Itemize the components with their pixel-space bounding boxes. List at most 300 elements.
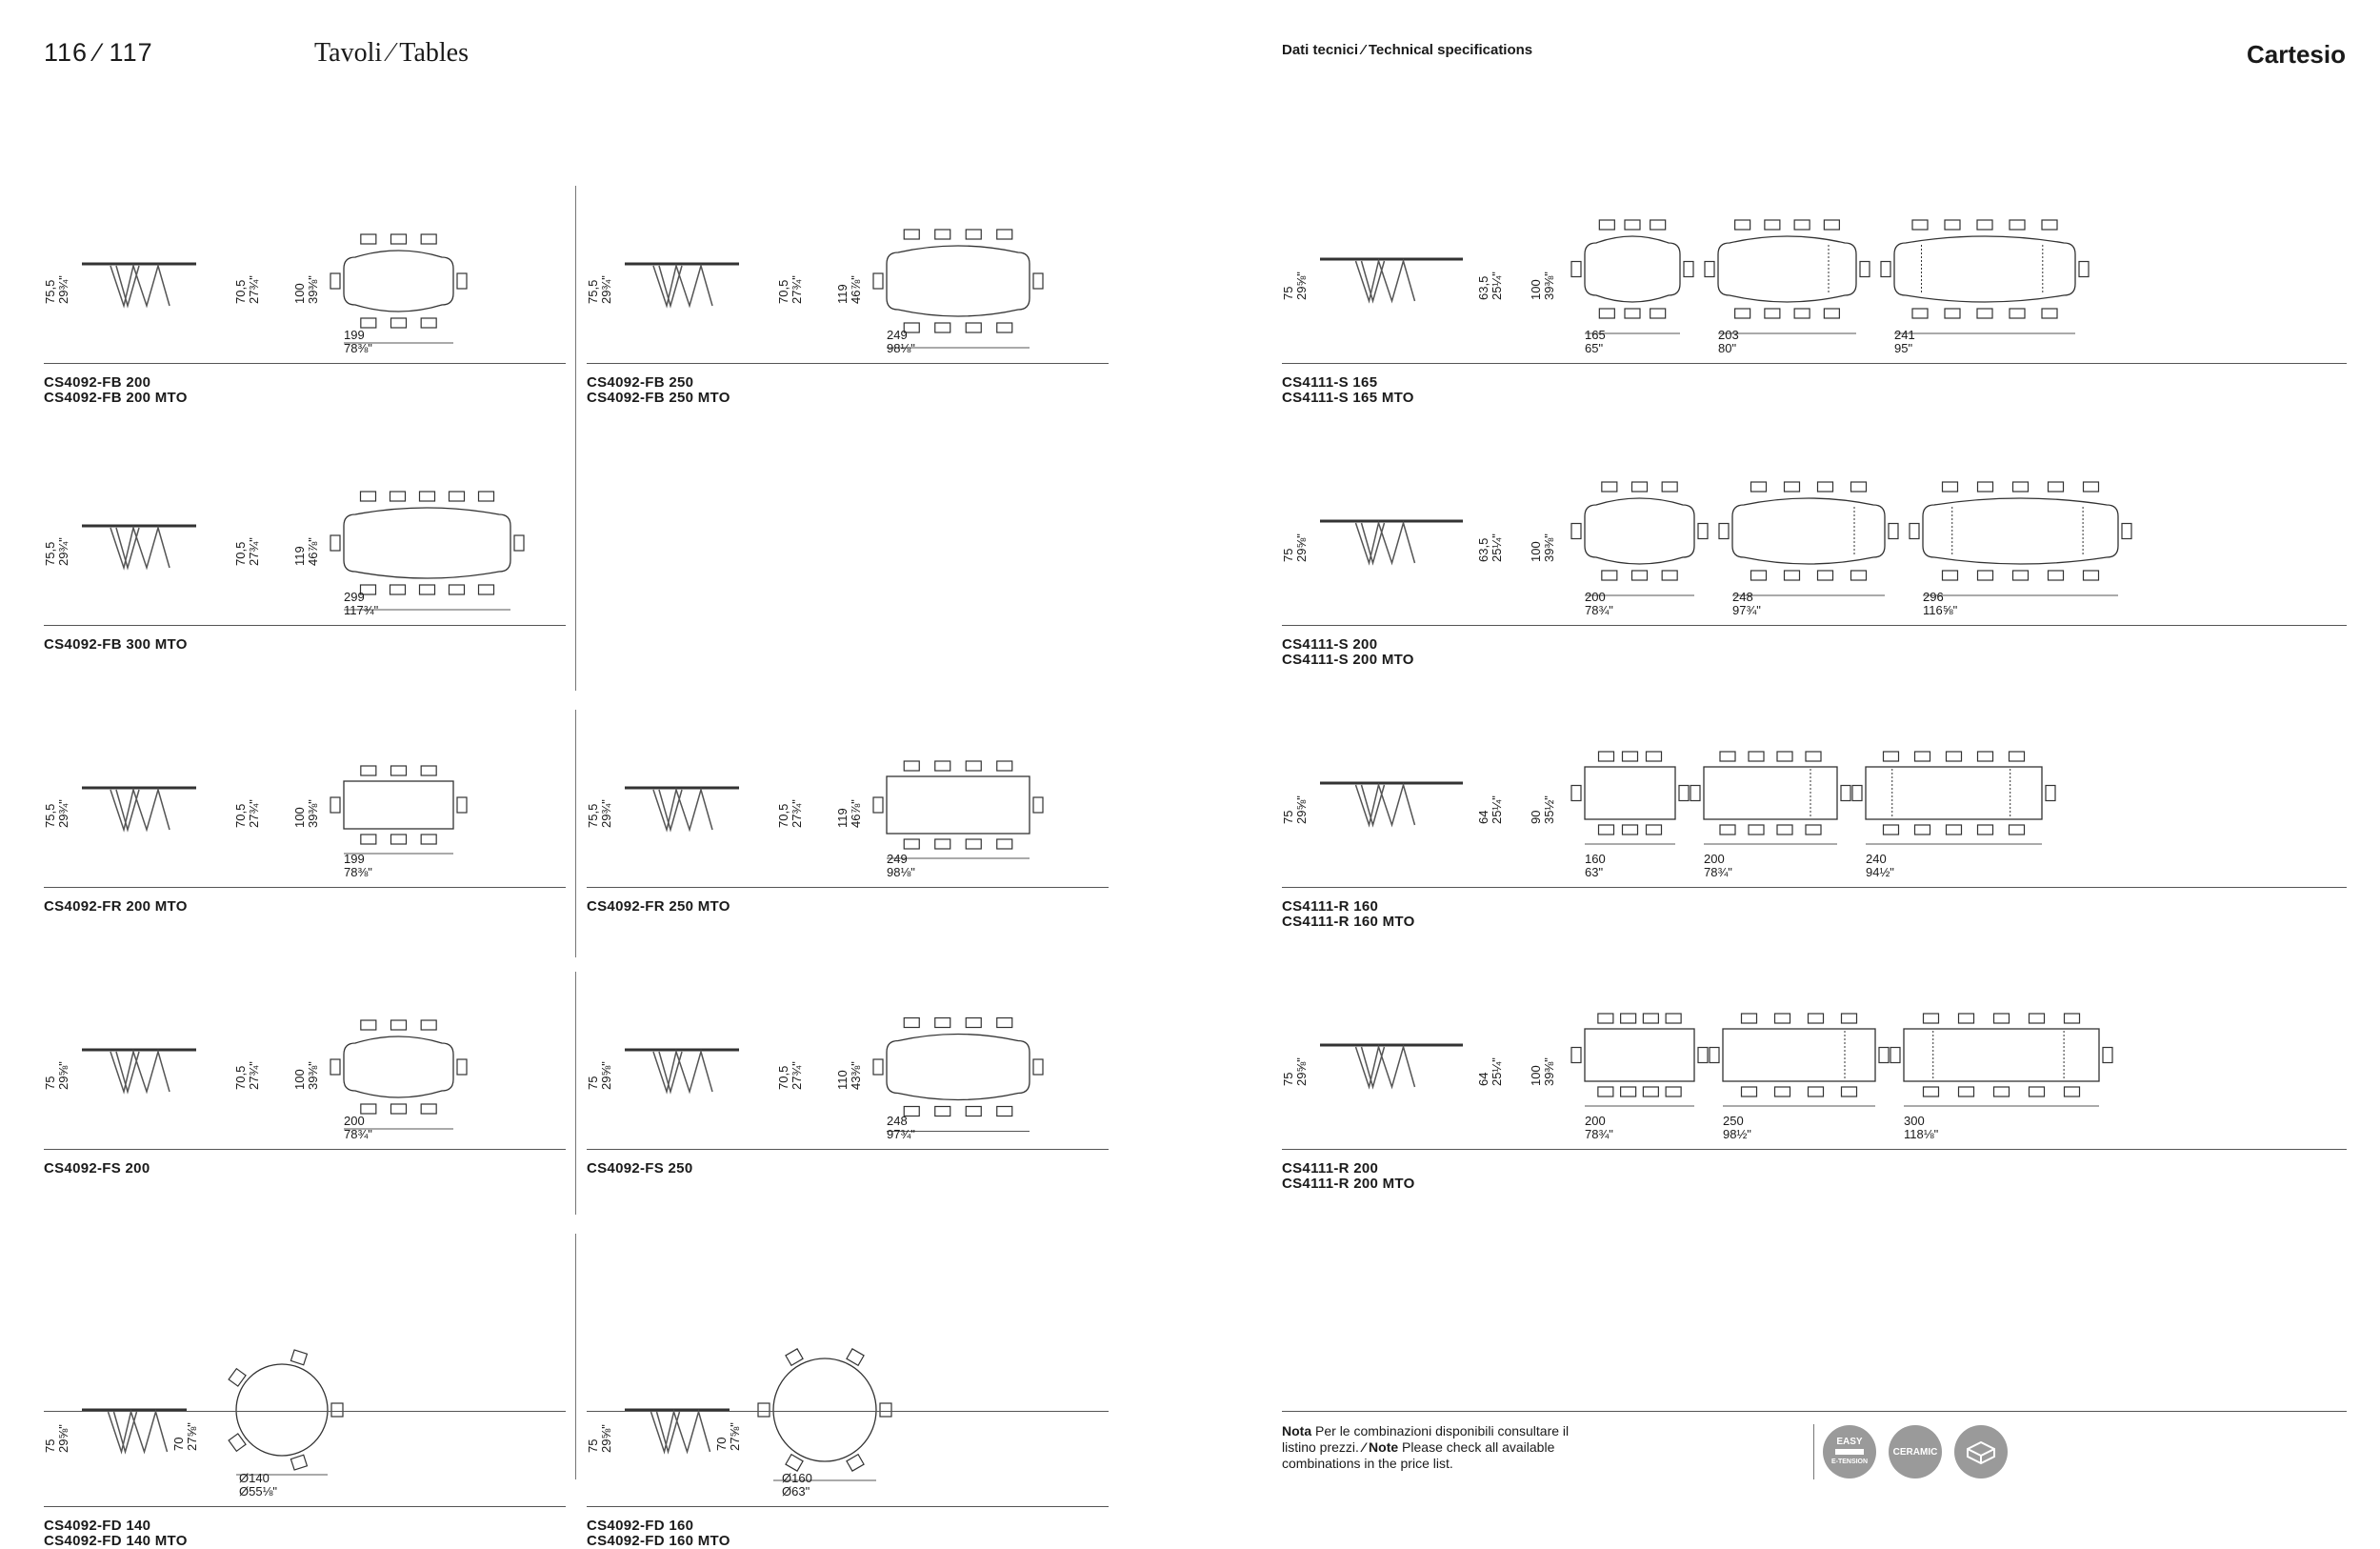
chair-icon xyxy=(1662,571,1677,580)
length-in: 95" xyxy=(1894,341,1913,355)
chair-icon xyxy=(479,585,494,594)
side-elevation xyxy=(625,1050,739,1092)
chair-icon xyxy=(1924,1087,1939,1096)
length-in: 78¾" xyxy=(1585,1127,1613,1141)
chair-icon xyxy=(421,835,436,844)
chair-icon xyxy=(421,234,436,244)
height-cm: 75,5 xyxy=(43,541,57,566)
row-rule xyxy=(587,1506,1109,1507)
length-cm: 203 xyxy=(1718,328,1739,342)
row-rule xyxy=(1282,625,2347,626)
chair-icon xyxy=(1994,1087,2010,1096)
top-height-in: 27¾" xyxy=(790,1061,804,1090)
chair-icon xyxy=(1912,220,1928,230)
chair-icon xyxy=(2030,1014,2045,1023)
chair-icon xyxy=(1978,571,1993,580)
chair-icon xyxy=(479,492,494,501)
side-elevation xyxy=(1320,783,1463,825)
product-code: CS4092-FB 200 xyxy=(44,374,151,391)
length-cm: 200 xyxy=(344,1114,365,1128)
length-in: 65" xyxy=(1585,341,1604,355)
length-cm: 200 xyxy=(1585,1114,1606,1128)
chair-icon xyxy=(361,1020,376,1030)
length-cm: 165 xyxy=(1585,328,1606,342)
side-elevation xyxy=(82,788,196,830)
height-in: 29¾" xyxy=(599,799,613,828)
top-height-in: 27¾" xyxy=(247,799,261,828)
chair-icon xyxy=(1775,1087,1790,1096)
chair-icon xyxy=(2013,482,2029,492)
chair-icon xyxy=(1765,220,1780,230)
length-cm: 249 xyxy=(887,852,908,866)
top-height-in: 27⅝" xyxy=(185,1422,199,1451)
chair-icon xyxy=(1945,309,1960,318)
length-in: 94½" xyxy=(1866,865,1894,879)
chair-icon xyxy=(361,318,376,328)
chair-icon xyxy=(1650,309,1666,318)
length-cm: 199 xyxy=(344,852,365,866)
chair-icon xyxy=(2065,1087,2080,1096)
table-plan xyxy=(1571,1014,1708,1106)
diameter-cm: Ø160 xyxy=(782,1471,812,1485)
chair-icon xyxy=(1978,825,1993,835)
chair-icon xyxy=(1775,1014,1790,1023)
row-rule xyxy=(1282,887,2347,888)
top-height-cm: 63,5 xyxy=(1476,537,1490,562)
table-plan xyxy=(330,766,467,854)
chair-icon xyxy=(1643,1014,1658,1023)
height-cm: 75 xyxy=(586,1076,600,1090)
depth-cm: 100 xyxy=(292,807,307,828)
chair-icon xyxy=(1915,752,1930,761)
top-height-in: 27¾" xyxy=(247,1061,261,1090)
depth-in: 46⅞" xyxy=(849,275,863,304)
depth-in: 39⅜" xyxy=(306,799,320,828)
top-height-cm: 70,5 xyxy=(233,1065,248,1090)
length-cm: 248 xyxy=(1732,590,1753,604)
chair-icon xyxy=(1818,482,1833,492)
bottom-rule xyxy=(587,1411,1109,1412)
length-in: 78⅜" xyxy=(344,865,372,879)
chair-icon xyxy=(997,761,1012,771)
length-in: 78⅜" xyxy=(344,341,372,355)
chair-icon xyxy=(1842,1014,1857,1023)
page-numbers: 116 ⁄ 117 xyxy=(44,38,153,67)
height-in: 29⅝" xyxy=(1294,1057,1309,1086)
length-in: 78¾" xyxy=(344,1127,372,1141)
chair-icon xyxy=(1720,825,1735,835)
chair-icon xyxy=(1666,1014,1681,1023)
height-cm: 75 xyxy=(586,1438,600,1453)
chair-icon xyxy=(1599,309,1614,318)
chair-icon xyxy=(1602,482,1617,492)
chair-icon xyxy=(904,230,919,239)
chair-icon xyxy=(1777,752,1792,761)
row-rule xyxy=(587,887,1109,888)
product-code: CS4092-FD 160 xyxy=(587,1518,694,1534)
chair-icon xyxy=(1959,1014,1974,1023)
chair-icon xyxy=(997,1107,1012,1116)
extension-table-cell xyxy=(1282,972,2349,1219)
specs-title: Dati tecnici ⁄ Technical specifications xyxy=(1282,42,1533,58)
chair-icon xyxy=(1598,1014,1613,1023)
depth-in: 39⅜" xyxy=(306,1061,320,1090)
table-plan xyxy=(1710,1014,1889,1106)
chair-icon xyxy=(997,323,1012,332)
chair-icon xyxy=(2010,309,2025,318)
chair-icon xyxy=(2084,571,2099,580)
easy-tension-badge: EASY E-TENSION xyxy=(1823,1425,1876,1479)
depth-in: 46⅞" xyxy=(849,799,863,828)
table-plan xyxy=(330,1020,467,1129)
chair-icon xyxy=(935,1018,950,1028)
chair-icon xyxy=(904,761,919,771)
top-height-in: 25¼" xyxy=(1490,533,1504,562)
chair-icon xyxy=(966,1018,981,1028)
extension-table-cell xyxy=(1282,448,2349,695)
chair-icon xyxy=(450,585,465,594)
depth-cm: 119 xyxy=(835,808,850,828)
depth-cm: 100 xyxy=(1529,1065,1543,1086)
length-in: 97¾" xyxy=(1732,603,1761,617)
chair-icon xyxy=(935,839,950,849)
top-height-cm: 70,5 xyxy=(233,279,248,304)
chair-icon xyxy=(1806,752,1821,761)
note-rule xyxy=(1282,1411,2347,1412)
depth-in: 46⅞" xyxy=(306,537,320,566)
chair-icon xyxy=(1621,1014,1636,1023)
height-cm: 75,5 xyxy=(586,279,600,304)
height-in: 29⅝" xyxy=(599,1424,613,1453)
table-cell xyxy=(44,448,568,695)
chair-icon xyxy=(1978,752,1993,761)
side-elevation xyxy=(82,264,196,306)
chair-icon xyxy=(450,492,465,501)
round-table-plan xyxy=(758,1349,891,1480)
chair-icon xyxy=(1751,482,1767,492)
chair-icon xyxy=(2042,309,2057,318)
side-elevation xyxy=(625,788,739,830)
table-cell xyxy=(44,972,568,1219)
chair-icon xyxy=(1943,482,1958,492)
chair-icon xyxy=(1777,825,1792,835)
table-cell xyxy=(587,972,1110,1219)
length-cm: 249 xyxy=(887,328,908,342)
chair-icon xyxy=(2049,571,2064,580)
product-code-mto: CS4092-FD 140 MTO xyxy=(44,1533,188,1549)
height-cm: 75 xyxy=(1281,286,1295,300)
product-code: CS4092-FS 250 xyxy=(587,1160,693,1177)
row-rule xyxy=(1282,363,2347,364)
side-elevation xyxy=(82,526,196,568)
product-code-mto: CS4092-FB 250 MTO xyxy=(587,390,730,406)
top-height-in: 25¼" xyxy=(1490,795,1504,824)
table-plan xyxy=(330,234,467,343)
depth-cm: 119 xyxy=(835,284,850,304)
height-cm: 75,5 xyxy=(586,803,600,828)
chair-icon xyxy=(1623,825,1638,835)
length-in: 97¾" xyxy=(887,1127,915,1141)
height-cm: 75,5 xyxy=(43,803,57,828)
chair-icon xyxy=(1632,482,1648,492)
chair-icon xyxy=(2049,482,2064,492)
chair-icon xyxy=(1666,1087,1681,1096)
table-cell xyxy=(44,710,568,957)
note-text-en: Please check all available combinations in the price list. xyxy=(1282,1439,1555,1471)
product-code-mto: CS4111-S 165 MTO xyxy=(1282,390,1414,406)
height-in: 29¾" xyxy=(56,537,70,566)
chair-icon xyxy=(2030,1087,2045,1096)
note-label-en: ⁄ Note xyxy=(1362,1439,1399,1455)
chair-icon xyxy=(966,323,981,332)
chair-icon xyxy=(1647,752,1662,761)
top-height-cm: 70 xyxy=(714,1437,729,1451)
chair-icon xyxy=(2013,571,2029,580)
chair-icon xyxy=(2010,220,2025,230)
product-code: CS4092-FR 250 MTO xyxy=(587,898,730,915)
top-height-in: 25¼" xyxy=(1490,272,1504,300)
chair-icon xyxy=(2010,825,2025,835)
diameter-in: Ø63" xyxy=(782,1484,810,1499)
product-code: CS4111-S 165 xyxy=(1282,374,1378,391)
chair-icon xyxy=(1809,1014,1824,1023)
length-cm: 300 xyxy=(1904,1114,1925,1128)
chair-icon xyxy=(420,492,435,501)
depth-cm: 100 xyxy=(292,283,307,304)
length-in: 98⅛" xyxy=(887,341,915,355)
row-rule xyxy=(1282,1149,2347,1150)
ceramic-badge: CERAMIC xyxy=(1889,1425,1942,1479)
height-in: 29⅝" xyxy=(1294,272,1309,300)
table-plan xyxy=(1690,752,1850,844)
chair-icon xyxy=(1851,571,1867,580)
chair-icon xyxy=(1735,309,1750,318)
depth-cm: 100 xyxy=(292,1069,307,1090)
depth-cm: 90 xyxy=(1529,810,1543,824)
chair-icon xyxy=(1794,309,1810,318)
chair-icon xyxy=(1625,220,1640,230)
product-code-mto: CS4092-FB 200 MTO xyxy=(44,390,188,406)
chair-icon xyxy=(421,318,436,328)
chair-icon xyxy=(1632,571,1648,580)
length-cm: 200 xyxy=(1704,852,1725,866)
chair-icon xyxy=(1749,825,1764,835)
depth-cm: 100 xyxy=(1529,279,1543,300)
table-plan xyxy=(873,761,1043,858)
chair-icon xyxy=(1647,825,1662,835)
chair-icon xyxy=(391,835,407,844)
height-in: 29⅝" xyxy=(56,1424,70,1453)
chair-icon xyxy=(361,766,376,775)
round-table-plan xyxy=(229,1350,343,1475)
chair-icon xyxy=(966,1107,981,1116)
chair-icon xyxy=(1947,825,1962,835)
chair-icon xyxy=(997,230,1012,239)
table-cell xyxy=(587,710,1110,957)
length-cm: 248 xyxy=(887,1114,908,1128)
chair-icon xyxy=(1598,1087,1613,1096)
depth-in: 43⅜" xyxy=(849,1061,863,1090)
chair-icon xyxy=(361,492,376,501)
brand-name: Cartesio xyxy=(2246,40,2346,69)
extension-table-cell xyxy=(1282,186,2349,433)
length-in: 78¾" xyxy=(1704,865,1732,879)
chair-icon xyxy=(1947,752,1962,761)
length-cm: 199 xyxy=(344,328,365,342)
chair-icon xyxy=(1924,1014,1939,1023)
chair-icon xyxy=(1785,482,1800,492)
top-height-cm: 64 xyxy=(1476,1072,1490,1086)
chair-icon xyxy=(935,323,950,332)
product-code-mto: CS4092-FD 160 MTO xyxy=(587,1533,730,1549)
depth-in: 39⅜" xyxy=(1542,533,1556,562)
top-height-cm: 70,5 xyxy=(233,803,248,828)
chair-icon xyxy=(1625,309,1640,318)
side-elevation xyxy=(1320,259,1463,301)
diameter-cm: Ø140 xyxy=(239,1471,270,1485)
chair-icon xyxy=(904,1018,919,1028)
chair-icon xyxy=(391,234,407,244)
chair-icon xyxy=(1943,571,1958,580)
side-elevation xyxy=(1320,521,1463,563)
table-cell xyxy=(586,1234,1110,1499)
chair-icon xyxy=(904,839,919,849)
table-plan xyxy=(1719,482,1898,595)
top-height-cm: 63,5 xyxy=(1476,275,1490,300)
height-in: 29⅝" xyxy=(599,1061,613,1090)
section-title: Tavoli ⁄ Tables xyxy=(314,38,469,68)
chair-icon xyxy=(1643,1087,1658,1096)
height-in: 29⅝" xyxy=(1294,795,1309,824)
chair-icon xyxy=(391,766,407,775)
chair-icon xyxy=(361,234,376,244)
chair-icon xyxy=(1599,752,1614,761)
length-cm: 241 xyxy=(1894,328,1915,342)
table-plan xyxy=(1705,220,1870,333)
chair-icon xyxy=(1809,1087,1824,1096)
chair-icon xyxy=(1742,1014,1757,1023)
box-icon xyxy=(1954,1425,2008,1479)
product-code-mto: CS4111-R 160 MTO xyxy=(1282,914,1415,930)
height-in: 29¾" xyxy=(56,275,70,304)
height-cm: 75 xyxy=(1281,1072,1295,1086)
row-rule xyxy=(44,363,566,364)
chair-icon xyxy=(1884,825,1899,835)
badge-divider xyxy=(1813,1424,1814,1479)
table-plan xyxy=(1571,752,1689,844)
row-rule xyxy=(587,363,1109,364)
height-in: 29¾" xyxy=(56,799,70,828)
height-cm: 75 xyxy=(43,1438,57,1453)
chair-icon xyxy=(421,1104,436,1114)
chair-icon xyxy=(1650,220,1666,230)
chair-icon xyxy=(1599,220,1614,230)
length-cm: 240 xyxy=(1866,852,1887,866)
depth-in: 39⅜" xyxy=(306,275,320,304)
top-height-in: 27¾" xyxy=(247,275,261,304)
length-cm: 296 xyxy=(1923,590,1944,604)
height-cm: 75 xyxy=(1281,548,1295,562)
footnote xyxy=(1282,1423,1606,1472)
height-in: 29⅝" xyxy=(1294,533,1309,562)
chair-icon xyxy=(420,585,435,594)
row-rule xyxy=(44,887,566,888)
height-in: 29¾" xyxy=(599,275,613,304)
table-plan xyxy=(1881,220,2089,333)
chair-icon xyxy=(1915,825,1930,835)
length-in: 98⅛" xyxy=(887,865,915,879)
chair-icon xyxy=(1621,1087,1636,1096)
chair-icon xyxy=(1751,571,1767,580)
chair-icon xyxy=(2010,752,2025,761)
table-cell xyxy=(43,1234,568,1499)
diameter-in: Ø55⅛" xyxy=(239,1484,278,1499)
depth-cm: 110 xyxy=(835,1070,850,1090)
table-plan xyxy=(1852,752,2055,844)
height-cm: 75 xyxy=(43,1076,57,1090)
row-rule xyxy=(44,1149,566,1150)
chair-icon xyxy=(1824,220,1839,230)
chair-icon xyxy=(1599,825,1614,835)
chair-icon xyxy=(1851,482,1867,492)
depth-cm: 119 xyxy=(292,546,307,566)
chair-icon xyxy=(391,1020,407,1030)
chair-icon xyxy=(1742,1087,1757,1096)
chair-icon xyxy=(1978,482,1993,492)
chair-icon xyxy=(1824,309,1839,318)
chair-icon xyxy=(966,761,981,771)
extension-table-cell xyxy=(1282,710,2349,957)
table-plan xyxy=(1910,482,2131,595)
top-height-cm: 70,5 xyxy=(233,541,248,566)
chair-icon xyxy=(1720,752,1735,761)
top-height-in: 27⅝" xyxy=(728,1422,742,1451)
product-code-mto: CS4111-S 200 MTO xyxy=(1282,652,1414,668)
chair-icon xyxy=(1785,571,1800,580)
chair-icon xyxy=(1818,571,1833,580)
length-cm: 160 xyxy=(1585,852,1606,866)
row-rule xyxy=(587,1149,1109,1150)
row-rule xyxy=(44,625,566,626)
depth-in: 39⅜" xyxy=(1542,272,1556,300)
height-cm: 75,5 xyxy=(43,279,57,304)
top-height-in: 27¾" xyxy=(790,799,804,828)
chair-icon xyxy=(390,585,406,594)
chair-icon xyxy=(1884,752,1899,761)
note-label: Nota xyxy=(1282,1423,1312,1438)
chair-icon xyxy=(390,492,406,501)
top-height-cm: 70,5 xyxy=(776,1065,790,1090)
length-cm: 299 xyxy=(344,590,365,604)
height-cm: 75 xyxy=(1281,810,1295,824)
length-in: 116⅝" xyxy=(1923,603,1958,617)
length-in: 80" xyxy=(1718,341,1737,355)
top-height-cm: 70,5 xyxy=(776,803,790,828)
chair-icon xyxy=(966,230,981,239)
chair-icon xyxy=(1623,752,1638,761)
depth-cm: 100 xyxy=(1529,541,1543,562)
chair-icon xyxy=(1977,220,1992,230)
product-code: CS4092-FB 250 xyxy=(587,374,694,391)
length-cm: 250 xyxy=(1723,1114,1744,1128)
bottom-rule xyxy=(44,1411,566,1412)
chair-icon xyxy=(2042,220,2057,230)
side-elevation xyxy=(1320,1045,1463,1087)
product-code-mto: CS4111-R 200 MTO xyxy=(1282,1176,1415,1192)
top-height-cm: 64 xyxy=(1476,810,1490,824)
product-code: CS4092-FB 300 MTO xyxy=(44,636,188,653)
chair-icon xyxy=(391,1104,407,1114)
